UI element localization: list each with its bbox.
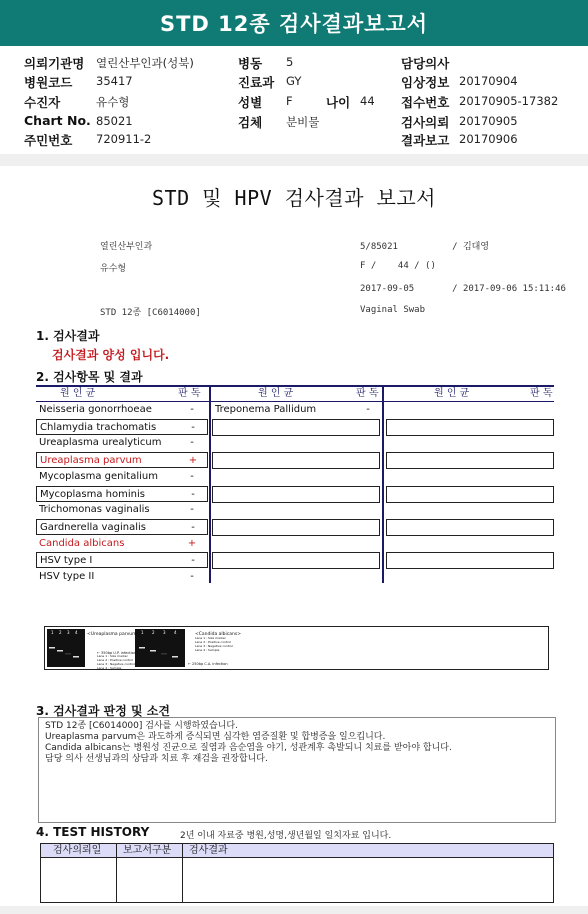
comments-box bbox=[38, 717, 556, 823]
history-header bbox=[40, 843, 554, 858]
col-result-1: 판 독 bbox=[178, 388, 201, 399]
patient-header bbox=[0, 52, 588, 150]
pathogen-name: Treponema Pallidum bbox=[215, 404, 317, 415]
pathogen-result: - bbox=[366, 404, 370, 415]
pathogen-name: Ureaplasma parvum bbox=[40, 455, 142, 467]
history-col-result: 검사결과 bbox=[189, 845, 228, 856]
value-specimen: 분비물 bbox=[286, 115, 320, 129]
col-pathogen-1: 원 인 균 bbox=[60, 388, 96, 399]
gel-band bbox=[150, 650, 156, 652]
info-specimen: Vaginal Swab bbox=[360, 305, 426, 315]
gel-left-band: ← 350bp U.P. infection bbox=[97, 651, 136, 655]
value-patient: 유수형 bbox=[96, 95, 130, 109]
gel-lane-number: 3 bbox=[67, 630, 70, 635]
grid-header bbox=[36, 385, 554, 402]
gel-legend-line: Lane 3 : Negative control bbox=[97, 662, 135, 666]
info-code-doctor: 5/85021 / 김대영 bbox=[360, 242, 490, 252]
gel-right-band: ← 250bp C.A. infection bbox=[188, 662, 228, 666]
history-body bbox=[40, 858, 554, 903]
label-chart-no: Chart No. bbox=[24, 113, 91, 128]
pathogen-name: Chlamydia trachomatis bbox=[40, 421, 157, 433]
value-clinical-info: 20170904 bbox=[459, 74, 518, 88]
value-institution: 열린산부인과(성북) bbox=[96, 56, 194, 70]
bottom-divider bbox=[0, 906, 588, 914]
info-patient: 유수형 bbox=[100, 264, 127, 274]
pathogen-result: - bbox=[190, 437, 194, 449]
value-ward: 5 bbox=[286, 55, 294, 69]
pathogen-row bbox=[36, 519, 208, 535]
value-sex: F bbox=[286, 94, 293, 108]
value-age: 44 bbox=[360, 94, 375, 108]
empty-result-box bbox=[386, 452, 554, 469]
pathogen-name: Mycoplasma hominis bbox=[40, 488, 145, 500]
gel-legend-line: Lane 4 : Sample bbox=[195, 648, 220, 652]
label-clinical-info: 임상정보 bbox=[401, 75, 450, 90]
value-report-date: 20170906 bbox=[459, 132, 518, 146]
gel-legend-line: Lane 2 : Positive control bbox=[195, 640, 231, 644]
gel-band bbox=[161, 653, 167, 655]
pathogen-name: HSV type I bbox=[40, 555, 93, 567]
info-dates: 2017-09-05 / 2017-09-06 15:11:46 bbox=[360, 284, 566, 294]
results-grid bbox=[36, 385, 554, 583]
empty-result-box bbox=[212, 419, 380, 436]
label-age: 나이 bbox=[326, 95, 351, 110]
pathogen-name: Candida albicans bbox=[39, 537, 125, 549]
value-resident-no: 720911-2 bbox=[96, 132, 152, 146]
pathogen-result: - bbox=[190, 504, 194, 516]
pathogen-row bbox=[36, 536, 208, 552]
section1-heading: 1. 검사결과 bbox=[36, 329, 100, 343]
history-note: 2년 이내 자료중 병원,성명,생년월일 일치자료 입니다. bbox=[180, 831, 392, 841]
gel-left-title: <Ureaplasma parvum> bbox=[87, 632, 141, 637]
pathogen-row bbox=[36, 552, 208, 568]
label-specimen: 검체 bbox=[238, 115, 263, 130]
report-document bbox=[0, 166, 588, 914]
comment-line: Candida albicans는 병원성 진균으로 질염과 음순염을 야기, 성관계후 촉발되니 치료를 받아야 합니다. bbox=[45, 743, 452, 753]
pathogen-result: - bbox=[190, 404, 194, 415]
empty-result-box bbox=[212, 552, 380, 569]
gel-legend-line: Lane 4 : Sample bbox=[97, 666, 122, 669]
pathogen-result: - bbox=[191, 488, 195, 500]
grid-divider bbox=[382, 385, 384, 583]
col-pathogen-3: 원 인 균 bbox=[434, 388, 470, 399]
pathogen-row bbox=[36, 469, 208, 485]
pathogen-name: Ureaplasma urealyticum bbox=[39, 437, 162, 449]
gel-lane-number: 3 bbox=[163, 630, 166, 635]
history-col-type: 보고서구분 bbox=[123, 845, 172, 856]
label-report-date: 결과보고 bbox=[401, 133, 450, 148]
gel-right-title: <Candida albicans> bbox=[195, 632, 241, 637]
gel-legend-line: Lane 1 : Size marker bbox=[97, 654, 128, 658]
gel-legend-line: Lane 2 : Positive control bbox=[97, 658, 133, 662]
empty-result-box bbox=[212, 519, 380, 536]
empty-result-box bbox=[386, 552, 554, 569]
pathogen-name: Trichomonas vaginalis bbox=[39, 504, 150, 516]
value-chart-no: 85021 bbox=[96, 114, 133, 128]
pathogen-result: - bbox=[190, 571, 194, 582]
gel-band bbox=[57, 650, 63, 652]
pathogen-name: Neisseria gonorrhoeae bbox=[39, 404, 152, 415]
empty-result-box bbox=[212, 486, 380, 503]
test-history-table bbox=[40, 843, 554, 903]
section4-heading: 4. TEST HISTORY bbox=[36, 825, 150, 839]
label-doctor: 담당의사 bbox=[401, 56, 450, 71]
comment-line: STD 12종 [C6014000] 검사를 시행하였습니다. bbox=[45, 721, 238, 731]
info-test: STD 12종 [C6014000] bbox=[100, 308, 201, 318]
pathogen-row bbox=[36, 402, 208, 418]
gel-lane-number: 4 bbox=[174, 630, 177, 635]
value-receipt-no: 20170905-17382 bbox=[459, 94, 559, 108]
value-department: GY bbox=[286, 74, 302, 88]
pathogen-row bbox=[36, 569, 208, 585]
grid-divider bbox=[209, 385, 211, 583]
empty-result-box bbox=[386, 519, 554, 536]
result-summary: 검사결과 양성 입니다. bbox=[52, 348, 170, 362]
gel-band bbox=[65, 653, 71, 655]
history-col-divider bbox=[116, 843, 117, 903]
pathogen-row bbox=[36, 502, 208, 518]
empty-result-box bbox=[386, 419, 554, 436]
gel-band bbox=[172, 656, 178, 658]
pathogen-row bbox=[36, 435, 208, 451]
label-hospital-code: 병원코드 bbox=[24, 75, 73, 90]
label-resident-no: 주민번호 bbox=[24, 133, 73, 148]
pathogen-row bbox=[36, 419, 208, 435]
gel-band bbox=[49, 647, 55, 649]
section-divider bbox=[0, 154, 588, 166]
gel-image-svg bbox=[45, 627, 548, 669]
empty-result-box bbox=[212, 452, 380, 469]
comment-line: 담당 의사 선생님과의 상담과 치료 후 재검을 권장합니다. bbox=[45, 754, 268, 764]
report-title-bar bbox=[0, 0, 588, 46]
gel-legend-line: Lane 3 : Negative control bbox=[195, 644, 233, 648]
label-receipt-no: 접수번호 bbox=[401, 95, 450, 110]
pathogen-result: - bbox=[190, 470, 194, 482]
pathogen-result: + bbox=[188, 455, 198, 467]
document-title: STD 및 HPV 검사결과 보고서 bbox=[152, 186, 436, 210]
pathogen-name: Gardnerella vaginalis bbox=[40, 521, 146, 533]
comment-line: Ureaplasma parvum은 과도하게 증식되면 심각한 염증질환 및 합병증을 일으킵니다. bbox=[45, 732, 386, 742]
pathogen-name: Mycoplasma genitalium bbox=[39, 470, 158, 482]
gel-electrophoresis-image bbox=[44, 626, 549, 670]
gel-lane-number: 2 bbox=[152, 630, 155, 635]
pathogen-row bbox=[36, 452, 208, 468]
col-result-3: 판 독 bbox=[530, 388, 553, 399]
empty-result-box bbox=[386, 486, 554, 503]
value-request-date: 20170905 bbox=[459, 114, 518, 128]
info-sex-age: F / 44 / () bbox=[360, 261, 436, 271]
col-result-2: 판 독 bbox=[356, 388, 379, 399]
label-ward: 병동 bbox=[238, 56, 263, 71]
col-pathogen-2: 원 인 균 bbox=[258, 388, 294, 399]
gel-lane-number: 2 bbox=[59, 630, 62, 635]
section3-heading: 3. 검사결과 판정 및 소견 bbox=[36, 704, 170, 718]
label-request-date: 검사의뢰 bbox=[401, 115, 450, 130]
pathogen-result: - bbox=[191, 521, 195, 533]
pathogen-row bbox=[36, 486, 208, 502]
info-hospital: 열린산부인과 bbox=[100, 242, 153, 252]
pathogen-result: + bbox=[187, 537, 197, 549]
gel-lane-number: 1 bbox=[141, 630, 144, 635]
pathogen-result: - bbox=[191, 421, 195, 433]
pathogen-row bbox=[212, 402, 380, 418]
gel-lane-number: 1 bbox=[51, 630, 54, 635]
label-department: 진료과 bbox=[238, 75, 275, 90]
section2-heading: 2. 검사항목 및 결과 bbox=[36, 370, 143, 384]
label-patient: 수진자 bbox=[24, 95, 61, 110]
pathogen-name: HSV type II bbox=[39, 571, 95, 582]
gel-legend-line: Lane 1 : Size marker bbox=[195, 636, 226, 640]
report-title: STD 12종 검사결과보고서 bbox=[159, 12, 428, 36]
gel-lane-number: 4 bbox=[75, 630, 78, 635]
pathogen-result: - bbox=[191, 555, 195, 567]
history-col-divider bbox=[182, 843, 183, 903]
gel-band bbox=[139, 647, 145, 649]
label-institution: 의뢰기관명 bbox=[24, 56, 85, 71]
label-sex: 성별 bbox=[238, 95, 263, 110]
gel-band bbox=[73, 656, 79, 658]
history-col-date: 검사의뢰일 bbox=[53, 845, 102, 856]
value-hospital-code: 35417 bbox=[96, 74, 133, 88]
